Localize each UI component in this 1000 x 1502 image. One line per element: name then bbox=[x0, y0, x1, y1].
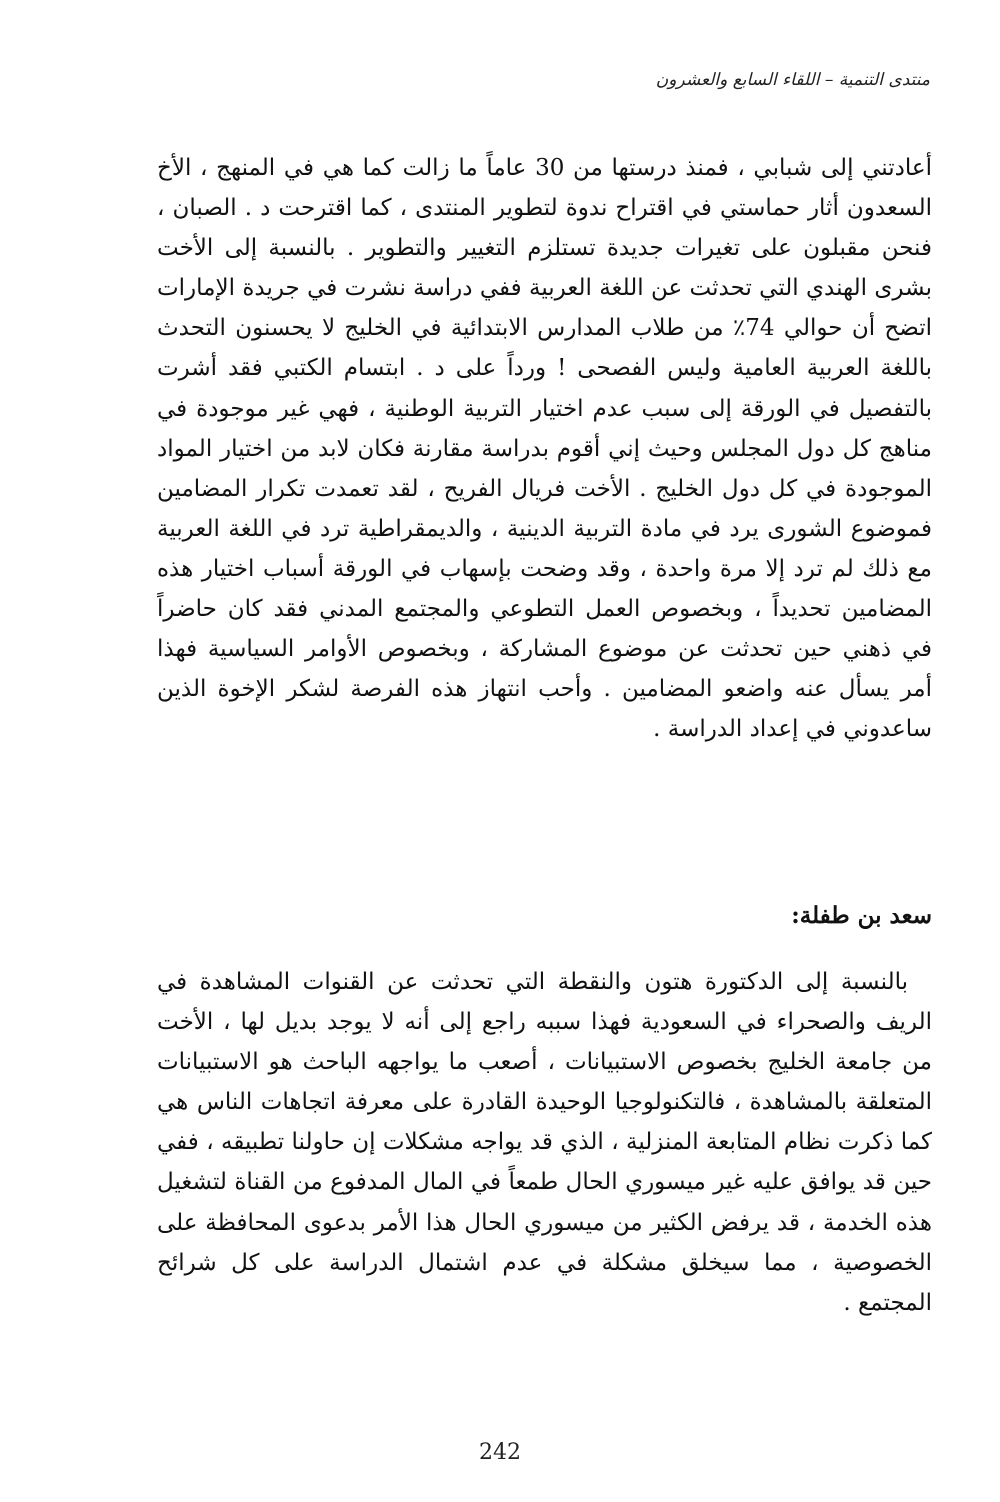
speaker-paragraph: بالنسبة إلى الدكتورة هتون والنقطة التي تحدثت عن القنوات المشاهدة في الريف والصحراء في السعودية فهذا سببه راجع إلى أنه لا يوجد بديل لها ، الأخت من جامعة الخليج بخصوص الاستبيانات ، أصعب ما يواجهه الباحث هو الاستبيانات المتعلقة بالمشاهدة ، فالتكنولوجيا الوحيدة القادرة على معرفة اتجاهات الناس هي كما ذكرت نظام المتابعة المنزلية ، الذي قد يواجه مشكلات إن حاولنا تطبيقه ، ففي حين قد يوافق عليه غير ميسوري الحال طمعاً في المال المدفوع من القناة لتشغيل هذه الخدمة ، قد يرفض الكثير من ميسوري الحال هذا الأمر بدعوى المحافظة على الخصوصية ، مما سيخلق مشكلة في عدم اشتمال الدراسة على كل شرائح المجتمع . bbox=[157, 969, 932, 1316]
speaker-heading: سعد بن طفلة: bbox=[791, 902, 932, 929]
body-paragraph: أعادتني إلى شبابي ، فمنذ درستها من 30 عاماً ما زالت كما هي في المنهج ، الأخ السعدون أثار حماستي في اقتراح ندوة لتطوير المنتدى ، كما اقترحت د . الصبان ، فنحن مقبلون على تغيرات جديدة تستلزم التغيير والتطوير . بالنسبة إلى الأخت بشرى الهندي التي تحدثت عن اللغة العربية ففي دراسة نشرت في جريدة الإمارات اتضح أن حوالي 74٪ من طلاب المدارس الابتدائية في الخليج لا يحسنون التحدث باللغة العربية العامية وليس الفصحى ! ورداً على د . ابتسام الكتبي فقد أشرت بالتفصيل في الورقة إلى سبب عدم اختيار التربية الوطنية ، فهي غير موجودة في مناهج كل دول المجلس وحيث إني أقوم بدراسة مقارنة فكان لابد من اختيار المواد الموجودة في كل دول الخليج . الأخت فريال الفريح ، لقد تعمدت تكرار المضامين فموضوع الشورى يرد في مادة التربية الدينية ، والديمقراطية ترد في اللغة العربية مع ذلك لم ترد إلا مرة واحدة ، وقد وضحت بإسهاب في الورقة أسباب اختيار هذه المضامين تحديداً ، وبخصوص العمل التطوعي والمجتمع المدني فقد كان حاضراً في ذهني حين تحدثت عن موضوع المشاركة ، وبخصوص الأوامر السياسية فهذا أمر يسأل عنه واضعو المضامين . وأحب انتهاز هذه الفرصة لشكر الإخوة الذين ساعدوني في إعداد الدراسة . bbox=[157, 155, 933, 743]
running-header: منتدى التنمية – اللقاء السابع والعشرون bbox=[655, 70, 930, 90]
body-text-block bbox=[157, 148, 932, 749]
page-number: 242 bbox=[479, 1440, 521, 1465]
speaker-text-block bbox=[157, 962, 932, 1323]
